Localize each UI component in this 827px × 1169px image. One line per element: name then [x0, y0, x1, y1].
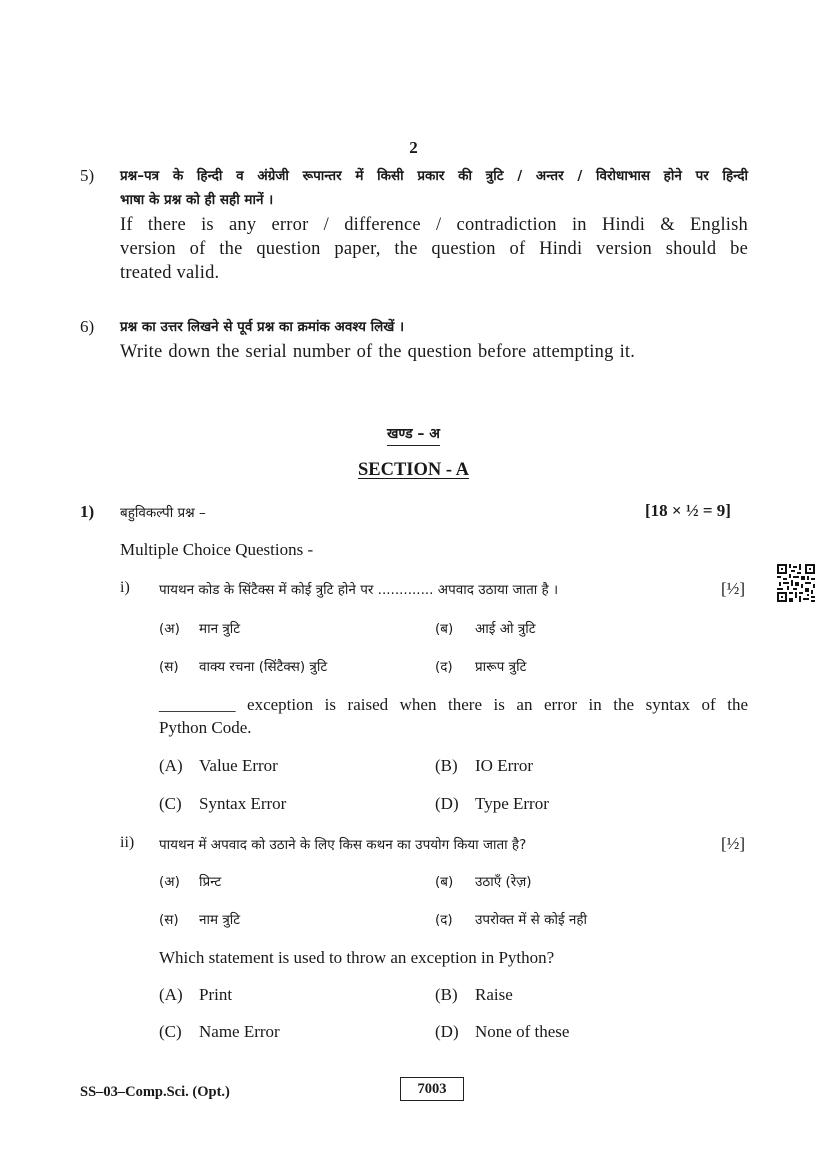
option-text: Print	[199, 985, 233, 1004]
option-label: (ब)	[435, 621, 454, 637]
option-text: उठाएँ (रेज़)	[475, 874, 532, 890]
option-text: वाक्य रचना (सिंटैक्स) त्रुटि	[199, 659, 328, 675]
subq-i-english-option-c	[159, 794, 286, 814]
option-text: आई ओ त्रुटि	[475, 621, 536, 637]
subq-i-hindi-option-c	[159, 657, 327, 675]
subq-i-english-line1: _________ exception is raised when there is an error in the syntax of the	[159, 695, 748, 714]
instruction-5-english-line3: treated valid.	[120, 263, 220, 283]
instruction-5-number: 5)	[80, 166, 95, 185]
footer-paper-code: SS–03–Comp.Sci. (Opt.)	[80, 1084, 230, 1100]
instruction-5-hindi-line2: भाषा के प्रश्न को ही सही मानें ।	[120, 192, 274, 208]
option-label: (C)	[159, 794, 182, 813]
subq-ii-hindi-text: पायथन में अपवाद को उठाने के लिए किस कथन का उपयोग किया जाता है?	[159, 837, 527, 853]
option-label: (B)	[435, 756, 458, 775]
subq-ii-marks: [½]	[721, 834, 746, 853]
subq-ii-hindi-option-c	[159, 910, 240, 928]
option-text: उपरोक्त में से कोई नही	[475, 912, 588, 928]
subq-ii-hindi-option-b	[435, 872, 532, 890]
instruction-5-english-line1: If there is any error / difference / contradiction in Hindi & English	[120, 215, 748, 235]
instruction-6-english: Write down the serial number of the question before attempting it.	[120, 342, 636, 362]
page-number: 2	[409, 138, 418, 157]
option-label: (A)	[159, 985, 183, 1004]
section-heading-hindi-text: खण्ड – अ	[387, 426, 440, 446]
option-label: (ब)	[435, 874, 454, 890]
option-label: (द)	[435, 912, 453, 928]
subq-i-english-option-a	[159, 756, 278, 776]
subq-i-hindi-text: पायथन कोड के सिंटैक्स में कोई त्रुटि होने पर ............. अपवाद उठाया जाता है ।	[159, 582, 559, 598]
subq-i-english-option-b	[435, 756, 533, 776]
instruction-5-english-line2: version of the question paper, the question of Hindi version should be	[120, 239, 748, 259]
option-label: (A)	[159, 756, 183, 775]
option-label: (D)	[435, 1022, 459, 1041]
option-label: (D)	[435, 794, 459, 813]
option-label: (C)	[159, 1022, 182, 1041]
subq-ii-english-option-b	[435, 985, 513, 1005]
option-label: (द)	[435, 659, 453, 675]
option-label: (B)	[435, 985, 458, 1004]
option-label: (स)	[159, 659, 179, 675]
option-text: Name Error	[199, 1022, 280, 1041]
footer-paper-number-box: 7003	[400, 1077, 464, 1101]
subq-ii-hindi-option-a	[159, 872, 221, 890]
question-1-english-title: Multiple Choice Questions -	[120, 540, 314, 559]
subq-i-marks: [½]	[721, 579, 746, 598]
question-1-hindi-title: बहुविकल्पी प्रश्न –	[120, 505, 206, 521]
option-text: प्रारूप त्रुटि	[475, 659, 527, 675]
subq-ii-english-option-d	[435, 1022, 569, 1042]
section-heading-english-text: SECTION - A	[357, 460, 470, 480]
option-text: None of these	[475, 1022, 570, 1041]
option-label: (अ)	[159, 621, 180, 637]
question-1-number: 1)	[80, 502, 95, 521]
subq-i-hindi-option-a	[159, 619, 240, 637]
option-text: Raise	[475, 985, 513, 1004]
option-text: मान त्रुटि	[199, 621, 241, 637]
subq-i-roman: i)	[120, 579, 130, 596]
option-label: (स)	[159, 912, 179, 928]
option-text: प्रिन्ट	[199, 874, 222, 890]
option-text: Syntax Error	[199, 794, 287, 813]
subq-ii-english-option-c	[159, 1022, 280, 1042]
subq-ii-roman: ii)	[120, 834, 135, 851]
instruction-6-number: 6)	[80, 317, 95, 336]
option-text: Value Error	[199, 756, 278, 775]
section-heading-hindi	[0, 424, 827, 443]
subq-i-hindi-option-d	[435, 657, 526, 675]
subq-i-english-option-d	[435, 794, 549, 814]
qr-code-icon	[777, 564, 815, 602]
subq-ii-hindi-option-d	[435, 910, 587, 928]
question-1-marks: [18 × ½ = 9]	[645, 501, 731, 520]
section-heading-english	[0, 460, 827, 481]
option-text: IO Error	[475, 756, 534, 775]
option-text: Type Error	[475, 794, 549, 813]
instruction-5-hindi-line1: प्रश्न–पत्र के हिन्दी व अंग्रेजी रूपान्तर में किसी प्रकार की त्रुटि / अन्तर / विरोधाभास होने पर हिन्दी	[120, 168, 748, 184]
option-text: नाम त्रुटि	[199, 912, 241, 928]
subq-i-hindi-option-b	[435, 619, 536, 637]
subq-ii-english-line1: Which statement is used to throw an exception in Python?	[159, 948, 555, 967]
subq-ii-english-option-a	[159, 985, 232, 1005]
instruction-6-hindi: प्रश्न का उत्तर लिखने से पूर्व प्रश्न का क्रमांक अवश्य लिखें ।	[120, 319, 405, 335]
option-label: (अ)	[159, 874, 180, 890]
subq-i-english-line2: Python Code.	[159, 718, 252, 737]
